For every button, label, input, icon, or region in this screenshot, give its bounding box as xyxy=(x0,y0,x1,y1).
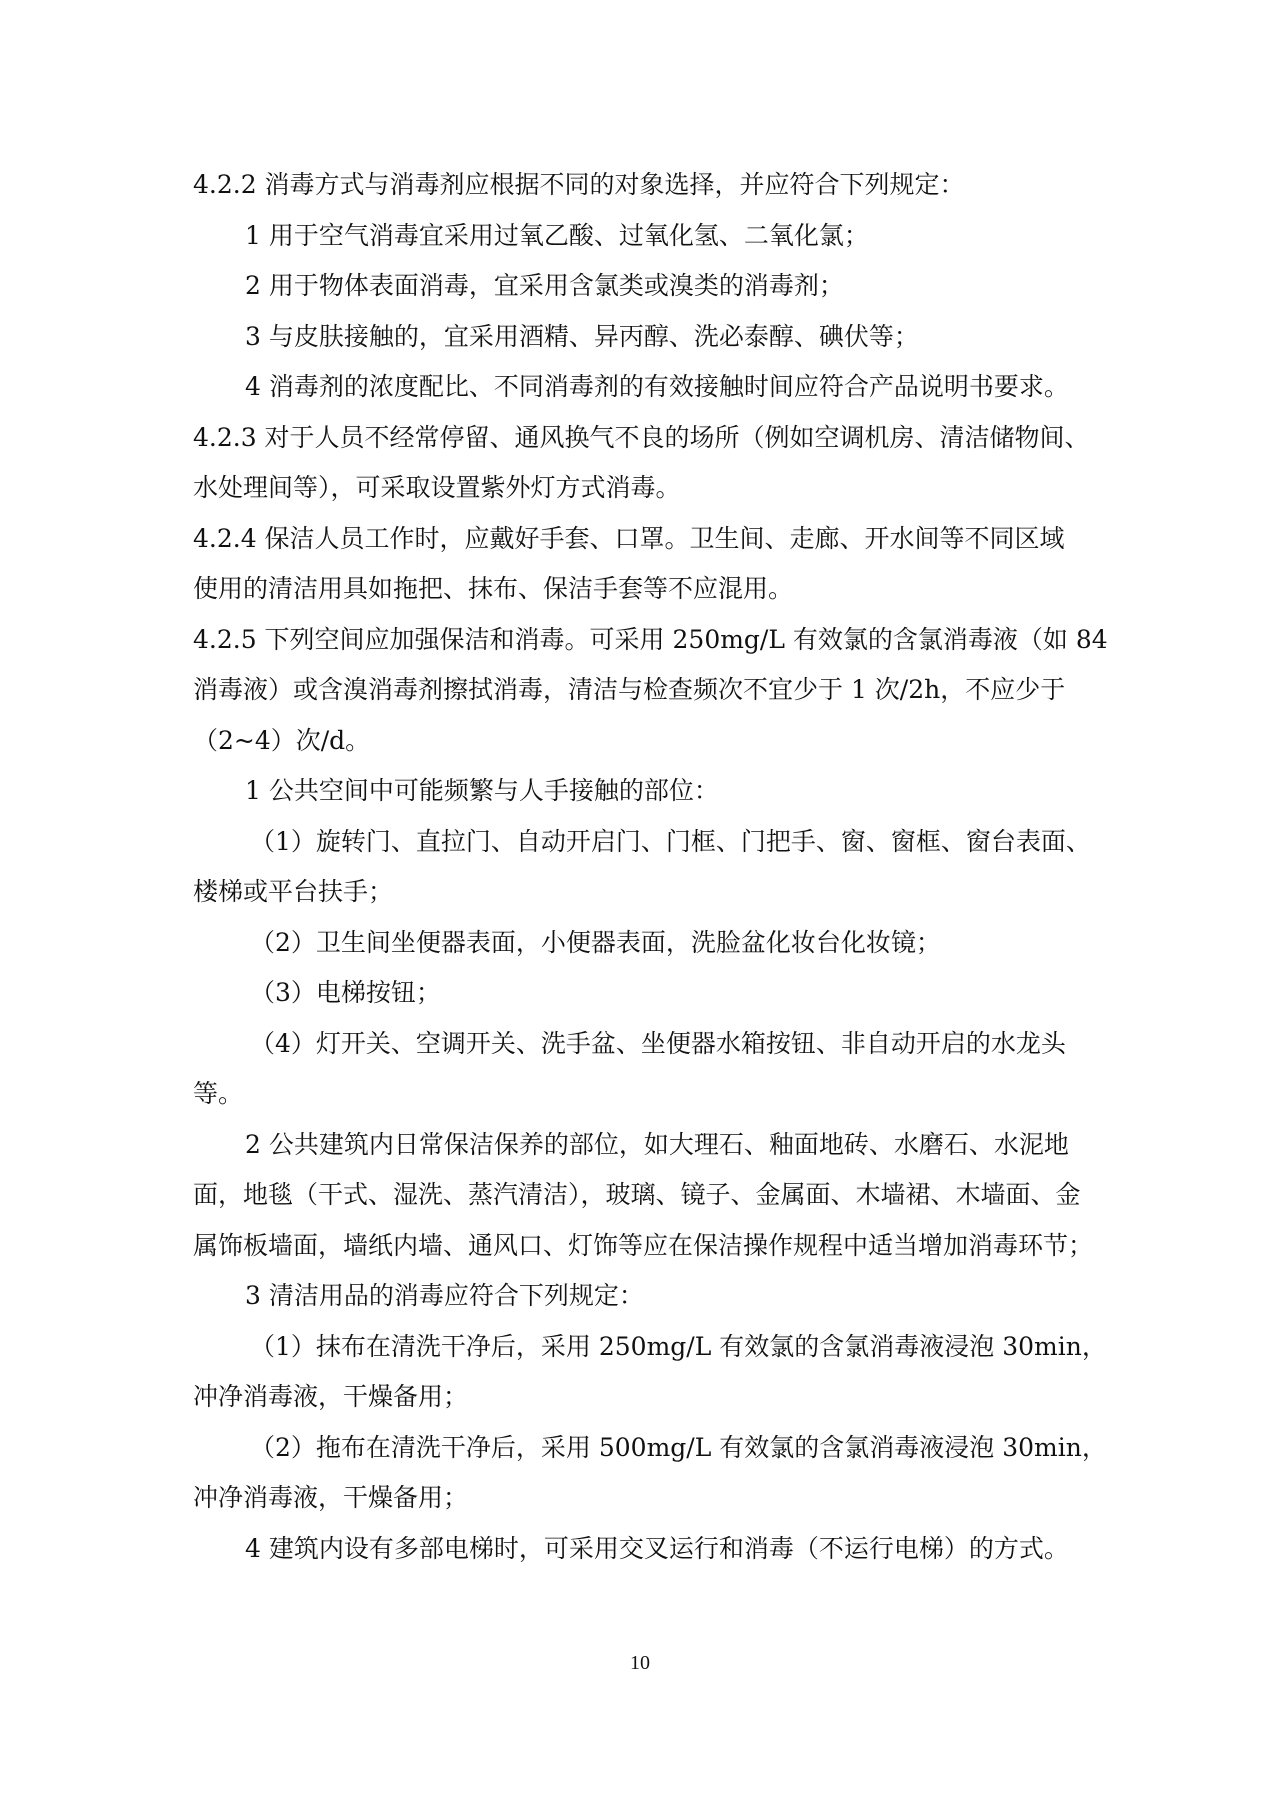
text-line: 水处理间等），可采取设置紫外灯方式消毒。 xyxy=(193,473,681,502)
text-line: （2~4）次/d。 xyxy=(193,725,371,755)
text-line: 面，地毯（干式、湿洗、蒸汽清洁），玻璃、镜子、金属面、木墙裙、木墙面、金 xyxy=(193,1180,1081,1209)
text-line: 1 公共空间中可能频繁与人手接触的部位： xyxy=(245,776,719,805)
text-line: 4.2.2 消毒方式与消毒剂应根据不同的对象选择，并应符合下列规定： xyxy=(193,170,965,199)
text-line: 冲净消毒液，干燥备用； xyxy=(193,1382,469,1411)
text-line: （1）旋转门、直拉门、自动开启门、门框、门把手、窗、窗框、窗台表面、 xyxy=(250,826,1091,856)
text-line: 消毒液）或含溴消毒剂擦拭消毒，清洁与检查频次不宜少于 1 次/2h，不应少于 xyxy=(193,675,1066,704)
document-body xyxy=(193,160,1108,1574)
text-line: 4 建筑内设有多部电梯时，可采用交叉运行和消毒（不运行电梯）的方式。 xyxy=(245,1533,1069,1563)
text-line: 4.2.3 对于人员不经常停留、通风换气不良的场所（例如空调机房、清洁储物间、 xyxy=(193,422,1090,452)
text-line: 属饰板墙面，墙纸内墙、通风口、灯饰等应在保洁操作规程中适当增加消毒环节； xyxy=(193,1230,1094,1260)
page-number: 10 xyxy=(630,1652,650,1674)
text-line: 2 用于物体表面消毒，宜采用含氯类或溴类的消毒剂； xyxy=(245,271,844,300)
text-line: 冲净消毒液，干燥备用； xyxy=(193,1483,469,1512)
text-line: （3）电梯按钮； xyxy=(250,978,441,1007)
text-line: 4.2.5 下列空间应加强保洁和消毒。可采用 250mg/L 有效氯的含氯消毒液（如 84 xyxy=(193,624,1108,654)
text-line: 4.2.4 保洁人员工作时，应戴好手套、口罩。卫生间、走廊、开水间等不同区域 xyxy=(193,523,1065,553)
text-line: 2 公共建筑内日常保洁保养的部位，如大理石、釉面地砖、水磨石、水泥地 xyxy=(245,1129,1069,1159)
text-line: （2）卫生间坐便器表面，小便器表面，洗脸盆化妆台化妆镜； xyxy=(250,927,941,957)
text-line: 楼梯或平台扶手； xyxy=(193,877,394,906)
text-line: 3 清洁用品的消毒应符合下列规定： xyxy=(245,1281,644,1310)
text-line: 等。 xyxy=(193,1079,244,1108)
text-line: 使用的清洁用具如拖把、抹布、保洁手套等不应混用。 xyxy=(193,574,794,603)
text-line: 1 用于空气消毒宜采用过氧乙酸、过氧化氢、二氧化氯； xyxy=(245,220,869,250)
text-line: 4 消毒剂的浓度配比、不同消毒剂的有效接触时间应符合产品说明书要求。 xyxy=(245,372,1069,401)
text-line: （4）灯开关、空调开关、洗手盆、坐便器水箱按钮、非自动开启的水龙头 xyxy=(250,1028,1066,1058)
text-line: （1）抹布在清洗干净后，采用 250mg/L 有效氯的含氯消毒液浸泡 30min， xyxy=(250,1331,1107,1361)
text-line: 3 与皮肤接触的，宜采用酒精、异丙醇、洗必泰醇、碘伏等； xyxy=(245,321,919,351)
text-line: （2）拖布在清洗干净后，采用 500mg/L 有效氯的含氯消毒液浸泡 30min， xyxy=(250,1432,1107,1462)
